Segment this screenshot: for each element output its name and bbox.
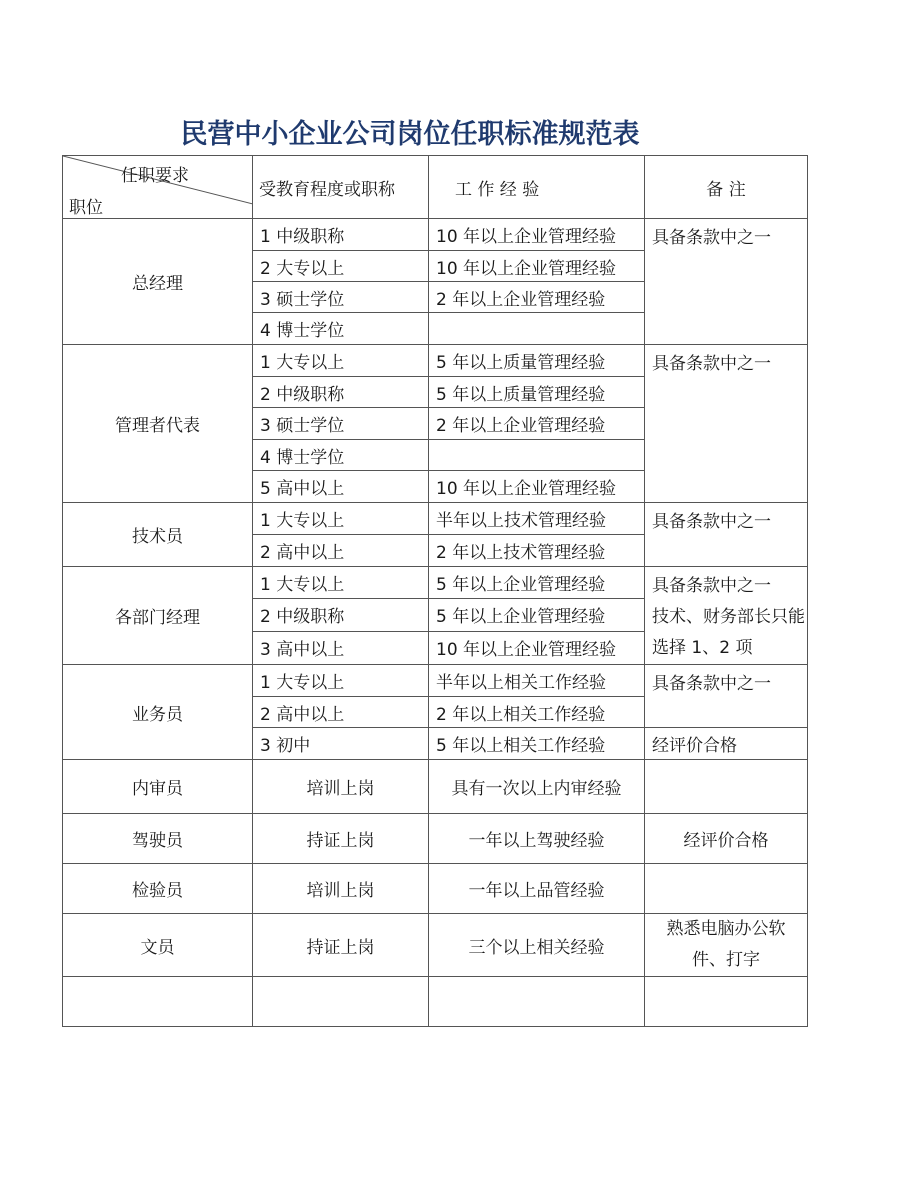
note-extra: 技术、财务部长只能选择 1、2 项 xyxy=(652,607,805,658)
education-cell: 4 博士学位 xyxy=(253,440,429,471)
table-row xyxy=(63,219,808,251)
table-row xyxy=(63,345,808,377)
note-cell: 具备条款中之一 xyxy=(645,219,808,345)
table-row xyxy=(63,503,808,535)
note-cell: 熟悉电脑办公软件、打字 xyxy=(645,914,808,977)
table-row xyxy=(63,864,808,914)
note-cell: 具备条款中之一 xyxy=(645,345,808,503)
position-cell: 管理者代表 xyxy=(63,345,253,503)
experience-cell: 5 年以上企业管理经验 xyxy=(429,567,645,599)
education-cell: 1 大专以上 xyxy=(253,345,429,377)
note-cell: 具备条款中之一 xyxy=(645,503,808,567)
experience-cell: 半年以上相关工作经验 xyxy=(429,665,645,697)
education-cell: 培训上岗 xyxy=(253,864,429,914)
education-cell: 3 硕士学位 xyxy=(253,408,429,440)
empty-cell xyxy=(253,977,429,1027)
experience-cell: 5 年以上企业管理经验 xyxy=(429,598,645,631)
experience-cell: 5 年以上质量管理经验 xyxy=(429,377,645,408)
page-title: 民营中小企业公司岗位任职标准规范表 xyxy=(180,119,640,150)
experience-cell: 2 年以上企业管理经验 xyxy=(429,282,645,313)
experience-cell: 一年以上驾驶经验 xyxy=(429,814,645,864)
experience-cell: 2 年以上企业管理经验 xyxy=(429,408,645,440)
experience-cell: 三个以上相关经验 xyxy=(429,914,645,977)
education-cell: 3 硕士学位 xyxy=(253,282,429,313)
experience-cell: 5 年以上相关工作经验 xyxy=(429,728,645,760)
education-cell: 1 中级职称 xyxy=(253,219,429,251)
education-cell: 3 高中以上 xyxy=(253,631,429,664)
experience-cell: 10 年以上企业管理经验 xyxy=(429,471,645,503)
experience-cell: 具有一次以上内审经验 xyxy=(429,760,645,814)
education-cell: 2 高中以上 xyxy=(253,535,429,567)
experience-cell xyxy=(429,313,645,345)
table-header-row xyxy=(63,156,808,219)
experience-cell: 10 年以上企业管理经验 xyxy=(429,631,645,664)
table-row xyxy=(63,665,808,697)
experience-cell: 5 年以上质量管理经验 xyxy=(429,345,645,377)
note-cell xyxy=(645,567,808,665)
education-cell: 4 博士学位 xyxy=(253,313,429,345)
table-row xyxy=(63,760,808,814)
note-cell xyxy=(645,864,808,914)
education-cell: 2 大专以上 xyxy=(253,251,429,282)
experience-cell xyxy=(429,440,645,471)
table-row xyxy=(63,814,808,864)
education-header: 受教育程度或职称 xyxy=(253,156,429,219)
position-header-label: 职位 xyxy=(69,198,103,218)
note-cell: 经评价合格 xyxy=(645,728,808,760)
education-cell: 2 中级职称 xyxy=(253,598,429,631)
experience-header: 工 作 经 验 xyxy=(429,156,645,219)
education-cell: 1 大专以上 xyxy=(253,503,429,535)
education-cell: 1 大专以上 xyxy=(253,567,429,599)
education-cell: 培训上岗 xyxy=(253,760,429,814)
table-row xyxy=(63,567,808,599)
note-cell: 经评价合格 xyxy=(645,814,808,864)
requirement-header-label: 任职要求 xyxy=(121,166,189,186)
education-cell: 持证上岗 xyxy=(253,914,429,977)
education-cell: 持证上岗 xyxy=(253,814,429,864)
diagonal-header-cell xyxy=(63,156,253,219)
experience-cell: 一年以上品管经验 xyxy=(429,864,645,914)
position-cell: 各部门经理 xyxy=(63,567,253,665)
note-line: 具备条款中之一 xyxy=(652,576,771,596)
position-cell: 文员 xyxy=(63,914,253,977)
empty-cell xyxy=(63,977,253,1027)
note-header: 备 注 xyxy=(645,156,808,219)
education-cell: 2 高中以上 xyxy=(253,697,429,728)
education-cell: 5 高中以上 xyxy=(253,471,429,503)
position-standards-table xyxy=(62,155,808,1027)
position-cell: 技术员 xyxy=(63,503,253,567)
empty-cell xyxy=(645,977,808,1027)
education-cell: 3 初中 xyxy=(253,728,429,760)
experience-cell: 半年以上技术管理经验 xyxy=(429,503,645,535)
note-cell xyxy=(645,760,808,814)
position-cell: 内审员 xyxy=(63,760,253,814)
education-cell: 1 大专以上 xyxy=(253,665,429,697)
note-cell: 具备条款中之一 xyxy=(645,665,808,728)
table-row xyxy=(63,914,808,977)
experience-cell: 2 年以上相关工作经验 xyxy=(429,697,645,728)
education-cell: 2 中级职称 xyxy=(253,377,429,408)
experience-cell: 10 年以上企业管理经验 xyxy=(429,219,645,251)
experience-cell: 10 年以上企业管理经验 xyxy=(429,251,645,282)
position-cell: 总经理 xyxy=(63,219,253,345)
position-cell: 驾驶员 xyxy=(63,814,253,864)
position-cell: 业务员 xyxy=(63,665,253,760)
empty-cell xyxy=(429,977,645,1027)
empty-row xyxy=(63,977,808,1027)
position-cell: 检验员 xyxy=(63,864,253,914)
experience-cell: 2 年以上技术管理经验 xyxy=(429,535,645,567)
